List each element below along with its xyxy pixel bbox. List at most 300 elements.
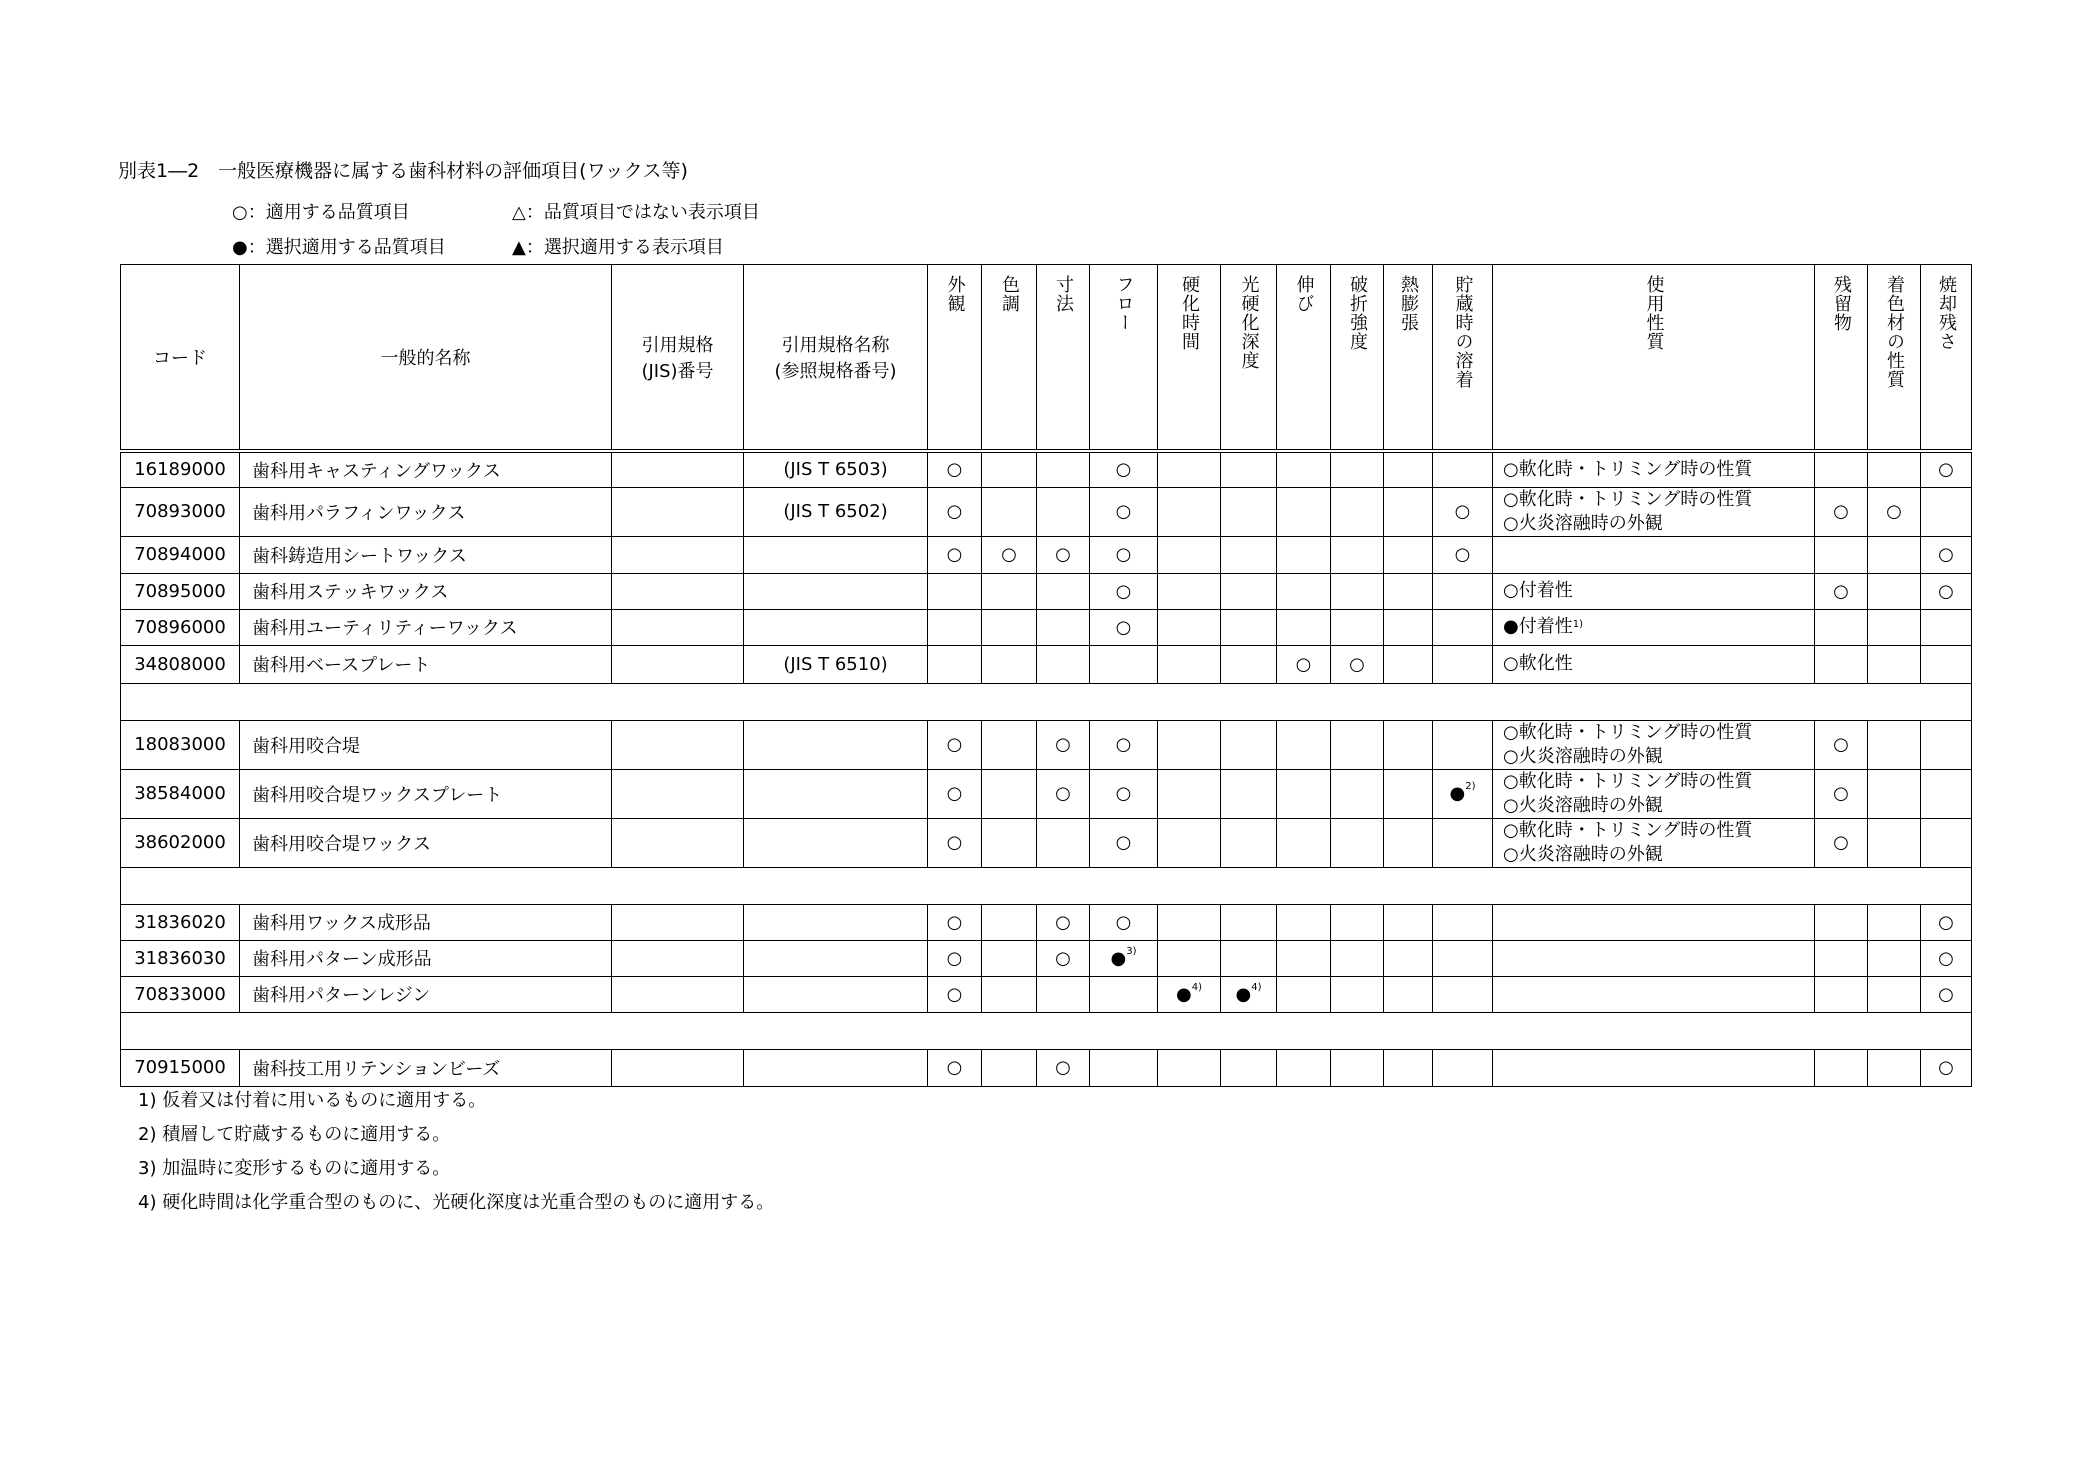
mark-cell <box>1868 769 1921 818</box>
mark-symbol: ○ <box>1055 947 1071 969</box>
mark-cell <box>928 487 982 536</box>
mark-symbol: ○ <box>1833 501 1849 522</box>
mark-cell <box>1868 720 1921 769</box>
usage-cell <box>1493 573 1815 609</box>
separator-row <box>121 1012 1972 1049</box>
header-usage <box>1493 265 1815 452</box>
table-row <box>121 609 1972 645</box>
mark-cell <box>1921 976 1972 1012</box>
usage-item <box>1503 615 1814 639</box>
code-cell: 34808000 <box>121 645 240 683</box>
mark-cell <box>1037 573 1090 609</box>
mark-symbol: ○ <box>1115 580 1132 602</box>
mark-cell <box>1158 720 1221 769</box>
separator-row <box>121 683 1972 720</box>
mark-cell <box>1868 904 1921 940</box>
header-mark-0 <box>928 265 982 452</box>
header-mark2-1-label: 着色材の性質 <box>1884 275 1905 389</box>
usage-text: ○付着性 <box>1503 580 1573 601</box>
mark-symbol: ○ <box>1115 544 1132 565</box>
mark-cell <box>928 536 982 573</box>
mark-cell <box>928 645 982 683</box>
mark-cell <box>1433 976 1493 1012</box>
open-circle-icon: ○ <box>232 202 248 223</box>
mark-cell <box>928 976 982 1012</box>
header-mark-8-label: 熱膨張 <box>1398 275 1419 332</box>
mark-cell <box>1277 573 1331 609</box>
mark-symbol: ○ <box>1938 911 1954 933</box>
usage-text: ○軟化時・トリミング時の性質 <box>1503 770 1753 792</box>
code-cell: 18083000 <box>121 720 240 769</box>
mark-cell <box>1868 940 1921 976</box>
footnote-ref: 4) <box>1191 981 1202 993</box>
header-mark-4-label: 硬化時間 <box>1179 275 1200 351</box>
footnote: 3) 加温時に変形するものに適用する。 <box>138 1158 451 1179</box>
mark-cell <box>1277 1049 1331 1086</box>
mark-cell <box>1158 536 1221 573</box>
mark-symbol: ○ <box>1055 911 1071 933</box>
mark-cell <box>1868 573 1921 609</box>
legend-display <box>512 198 760 224</box>
mark-cell <box>1331 904 1384 940</box>
footnote-ref: 1) <box>1572 619 1583 630</box>
footnote-ref: 2) <box>1465 781 1476 792</box>
footnote-ref: 3) <box>1126 945 1137 957</box>
usage-text: ○火炎溶融時の外観 <box>1503 843 1663 865</box>
mark-cell <box>928 720 982 769</box>
mark-symbol: ● <box>1110 947 1127 969</box>
mark-cell <box>1037 940 1090 976</box>
mark-cell <box>1090 536 1158 573</box>
ref-cell <box>744 818 928 867</box>
table-row <box>121 720 1972 769</box>
usage-text: ○軟化時・トリミング時の性質 <box>1503 488 1753 510</box>
name-cell: 歯科用ベースプレート <box>240 645 612 683</box>
mark-symbol: ○ <box>946 832 963 853</box>
mark-cell <box>1921 609 1972 645</box>
name-cell: 歯科用咬合堤ワックスプレート <box>240 769 612 818</box>
mark-cell <box>1815 720 1868 769</box>
mark-cell <box>1037 976 1090 1012</box>
mark-cell <box>1384 451 1433 487</box>
name-cell: 歯科用パラフィンワックス <box>240 487 612 536</box>
table-row <box>121 818 1972 867</box>
mark-cell <box>982 976 1037 1012</box>
ref-cell <box>744 720 928 769</box>
code-cell: 38602000 <box>121 818 240 867</box>
mark-cell <box>1815 940 1868 976</box>
mark-cell <box>1277 451 1331 487</box>
usage-text: ○軟化時・トリミング時の性質 <box>1503 458 1753 480</box>
mark-symbol: ○ <box>946 983 963 1005</box>
usage-text: ○火炎溶融時の外観 <box>1503 745 1663 767</box>
mark-cell <box>1868 451 1921 487</box>
mark-cell <box>1331 720 1384 769</box>
mark-cell <box>1331 536 1384 573</box>
header-mark-9-label: 貯蔵時の溶着 <box>1452 275 1474 389</box>
ref-cell <box>744 769 928 818</box>
mark-symbol: ○ <box>946 947 963 969</box>
mark-symbol: ○ <box>1115 734 1132 755</box>
usage-text: ○軟化時・トリミング時の性質 <box>1503 819 1753 841</box>
mark-symbol: ○ <box>946 1057 963 1078</box>
mark-cell <box>1815 573 1868 609</box>
usage-text: ○火炎溶融時の外観 <box>1503 512 1663 534</box>
mark-cell <box>1433 818 1493 867</box>
mark-cell <box>1433 609 1493 645</box>
mark-cell <box>1815 1049 1868 1086</box>
mark-cell <box>1815 645 1868 683</box>
jis-cell <box>612 609 744 645</box>
mark-cell <box>1384 645 1433 683</box>
header-mark2-2 <box>1921 265 1972 452</box>
name-cell: 歯科鋳造用シートワックス <box>240 536 612 573</box>
name-cell: 歯科用ステッキワックス <box>240 573 612 609</box>
usage-item <box>1503 770 1814 794</box>
mark-symbol: ○ <box>1001 544 1017 565</box>
usage-item <box>1503 458 1814 482</box>
header-mark-6 <box>1277 265 1331 452</box>
header-mark-7 <box>1331 265 1384 452</box>
jis-cell <box>612 940 744 976</box>
footnote: 1) 仮着又は付着に用いるものに適用する。 <box>138 1090 487 1111</box>
mark-cell <box>1221 769 1277 818</box>
mark-cell <box>982 940 1037 976</box>
document-title: 別表1―2 一般医療機器に属する歯科材料の評価項目(ワックス等) <box>118 160 688 182</box>
mark-cell <box>982 573 1037 609</box>
mark-cell <box>1277 720 1331 769</box>
mark-cell <box>1921 573 1972 609</box>
mark-cell <box>1433 645 1493 683</box>
mark-cell <box>1433 1049 1493 1086</box>
jis-cell <box>612 645 744 683</box>
mark-cell <box>1384 940 1433 976</box>
table-row <box>121 1049 1972 1086</box>
mark-cell <box>1384 573 1433 609</box>
mark-cell <box>1331 609 1384 645</box>
mark-cell <box>1037 769 1090 818</box>
mark-cell <box>1921 451 1972 487</box>
mark-cell <box>928 769 982 818</box>
mark-cell <box>1277 976 1331 1012</box>
mark-cell <box>1090 940 1158 976</box>
mark-symbol: ○ <box>1886 501 1902 522</box>
mark-cell <box>982 536 1037 573</box>
code-cell: 16189000 <box>121 451 240 487</box>
header-mark2-2-label: 焼却残さ <box>1936 275 1957 351</box>
mark-cell <box>1037 536 1090 573</box>
code-cell: 70893000 <box>121 487 240 536</box>
header-mark2-0 <box>1815 265 1868 452</box>
name-cell: 歯科用ユーティリティーワックス <box>240 609 612 645</box>
usage-cell <box>1493 1049 1815 1086</box>
header-mark-2-label: 寸法 <box>1053 275 1074 313</box>
mark-cell <box>1090 720 1158 769</box>
code-cell: 70895000 <box>121 573 240 609</box>
mark-cell <box>1868 487 1921 536</box>
header-ref <box>744 265 928 452</box>
header-usage-label: 使用性質 <box>1643 275 1665 351</box>
mark-cell <box>982 904 1037 940</box>
mark-cell <box>1158 451 1221 487</box>
mark-symbol: ○ <box>946 911 963 933</box>
header-mark-1-label: 色調 <box>999 275 1020 313</box>
mark-cell <box>1921 769 1972 818</box>
mark-cell <box>1868 1049 1921 1086</box>
ref-cell <box>744 609 928 645</box>
table-row <box>121 573 1972 609</box>
mark-cell <box>1090 1049 1158 1086</box>
mark-cell <box>982 645 1037 683</box>
mark-cell <box>1090 818 1158 867</box>
usage-item <box>1503 721 1814 745</box>
mark-cell <box>1868 536 1921 573</box>
usage-cell <box>1493 645 1815 683</box>
usage-cell <box>1493 904 1815 940</box>
mark-cell <box>1921 645 1972 683</box>
usage-cell <box>1493 609 1815 645</box>
mark-cell <box>1037 451 1090 487</box>
usage-cell <box>1493 451 1815 487</box>
mark-cell <box>1037 720 1090 769</box>
mark-cell <box>928 1049 982 1086</box>
mark-symbol: ○ <box>946 734 963 755</box>
mark-cell <box>1221 940 1277 976</box>
mark-cell <box>1158 769 1221 818</box>
mark-symbol: ○ <box>1938 983 1954 1005</box>
separator-cell <box>121 867 1972 904</box>
ref-cell <box>744 536 928 573</box>
name-cell: 歯科用パターン成形品 <box>240 940 612 976</box>
header-mark2-1 <box>1868 265 1921 452</box>
evaluation-table <box>120 264 1972 1087</box>
mark-cell <box>982 451 1037 487</box>
code-cell: 31836020 <box>121 904 240 940</box>
mark-cell <box>1331 573 1384 609</box>
mark-cell <box>1090 645 1158 683</box>
mark-symbol: ○ <box>1055 544 1071 565</box>
mark-symbol: ○ <box>946 501 963 522</box>
mark-cell <box>1433 720 1493 769</box>
mark-cell <box>1090 904 1158 940</box>
header-mark-5 <box>1221 265 1277 452</box>
header-mark-3-label: フロー <box>1113 275 1135 332</box>
filled-triangle-icon: ▲ <box>512 237 526 258</box>
mark-cell <box>1815 487 1868 536</box>
mark-symbol: ○ <box>1055 783 1071 804</box>
usage-item <box>1503 745 1814 769</box>
mark-cell <box>1433 536 1493 573</box>
table-row <box>121 940 1972 976</box>
ref-cell <box>744 940 928 976</box>
mark-cell <box>1277 487 1331 536</box>
mark-cell <box>1331 1049 1384 1086</box>
mark-symbol: ○ <box>1115 832 1132 853</box>
mark-cell <box>1921 940 1972 976</box>
mark-cell <box>1158 1049 1221 1086</box>
usage-text: ○軟化時・トリミング時の性質 <box>1503 721 1753 743</box>
mark-cell <box>1921 487 1972 536</box>
mark-cell <box>1433 904 1493 940</box>
mark-symbol: ○ <box>1115 783 1132 804</box>
separator-row <box>121 867 1972 904</box>
mark-cell <box>1221 451 1277 487</box>
jis-cell <box>612 487 744 536</box>
ref-cell <box>744 573 928 609</box>
open-triangle-icon: △ <box>512 202 526 223</box>
name-cell: 歯科用咬合堤 <box>240 720 612 769</box>
mark-cell <box>1090 487 1158 536</box>
mark-cell <box>1433 487 1493 536</box>
mark-cell <box>1384 976 1433 1012</box>
header-mark-8 <box>1384 265 1433 452</box>
table-row <box>121 487 1972 536</box>
mark-cell <box>1158 940 1221 976</box>
mark-cell <box>1433 769 1493 818</box>
mark-cell <box>1090 451 1158 487</box>
mark-cell <box>1815 536 1868 573</box>
mark-cell <box>982 818 1037 867</box>
name-cell: 歯科用パターンレジン <box>240 976 612 1012</box>
mark-cell <box>1433 573 1493 609</box>
ref-cell <box>744 1049 928 1086</box>
mark-cell <box>1384 1049 1433 1086</box>
legend-label: ：適用する品質項目 <box>247 202 410 223</box>
mark-symbol: ○ <box>1833 832 1849 853</box>
separator-cell <box>121 1012 1972 1049</box>
mark-cell <box>982 487 1037 536</box>
ref-cell <box>744 904 928 940</box>
header-mark-4 <box>1158 265 1221 452</box>
mark-cell <box>1868 609 1921 645</box>
mark-cell <box>1433 940 1493 976</box>
mark-cell <box>1815 609 1868 645</box>
mark-cell <box>1221 487 1277 536</box>
mark-cell <box>1221 818 1277 867</box>
name-cell: 歯科用咬合堤ワックス <box>240 818 612 867</box>
mark-cell <box>1158 818 1221 867</box>
header-ref-line2: (参照規格番号) <box>774 361 897 382</box>
mark-cell <box>982 720 1037 769</box>
code-cell: 70896000 <box>121 609 240 645</box>
mark-cell <box>1158 645 1221 683</box>
mark-symbol: ○ <box>1938 580 1954 602</box>
header-mark2-0-label: 残留物 <box>1831 275 1852 332</box>
jis-cell <box>612 976 744 1012</box>
mark-cell <box>1221 720 1277 769</box>
mark-cell <box>928 818 982 867</box>
usage-item <box>1503 794 1814 818</box>
table-row <box>121 451 1972 487</box>
mark-cell <box>982 609 1037 645</box>
header-mark-5-label: 光硬化深度 <box>1238 275 1260 370</box>
mark-cell <box>1037 645 1090 683</box>
mark-cell <box>1384 609 1433 645</box>
mark-symbol: ● <box>1176 983 1192 1005</box>
usage-cell <box>1493 487 1815 536</box>
usage-cell <box>1493 940 1815 976</box>
mark-cell <box>1158 609 1221 645</box>
legend-label: ：選択適用する表示項目 <box>525 237 724 258</box>
jis-cell <box>612 769 744 818</box>
mark-cell <box>1384 818 1433 867</box>
mark-symbol: ○ <box>946 459 963 481</box>
name-cell: 歯科技工用リテンションビーズ <box>240 1049 612 1086</box>
mark-cell <box>1158 487 1221 536</box>
table-row <box>121 976 1972 1012</box>
usage-item <box>1503 819 1814 843</box>
legend-label: ：選択適用する品質項目 <box>247 237 446 258</box>
mark-cell <box>1277 818 1331 867</box>
mark-cell <box>1921 536 1972 573</box>
mark-symbol: ○ <box>1055 734 1071 755</box>
code-cell: 31836030 <box>121 940 240 976</box>
mark-cell <box>1384 769 1433 818</box>
header-ref-line1: 引用規格名称 <box>781 335 890 356</box>
table-row <box>121 904 1972 940</box>
mark-cell <box>1221 573 1277 609</box>
mark-cell <box>1815 818 1868 867</box>
separator-cell <box>121 683 1972 720</box>
mark-cell <box>1921 1049 1972 1086</box>
mark-cell <box>1331 451 1384 487</box>
header-code: コード <box>121 265 240 452</box>
mark-cell <box>1921 818 1972 867</box>
mark-symbol: ○ <box>1938 459 1954 481</box>
legend-optional-display <box>512 233 724 259</box>
mark-cell <box>1331 940 1384 976</box>
mark-cell <box>1277 536 1331 573</box>
jis-cell <box>612 1049 744 1086</box>
mark-cell <box>1331 818 1384 867</box>
mark-symbol: ○ <box>1938 947 1954 969</box>
mark-cell <box>928 904 982 940</box>
mark-symbol: ○ <box>946 783 963 804</box>
mark-cell <box>1384 904 1433 940</box>
mark-cell <box>1331 976 1384 1012</box>
usage-item <box>1503 843 1814 867</box>
jis-cell <box>612 451 744 487</box>
header-mark-6-label: 伸び <box>1293 275 1315 313</box>
mark-symbol: ○ <box>1833 580 1849 602</box>
mark-cell <box>1158 904 1221 940</box>
header-jis-line2: (JIS)番号 <box>641 361 714 382</box>
mark-cell <box>1815 769 1868 818</box>
table-row <box>121 536 1972 573</box>
mark-cell <box>1868 645 1921 683</box>
code-cell: 70833000 <box>121 976 240 1012</box>
mark-cell <box>1158 573 1221 609</box>
usage-text: ●付着性 <box>1503 616 1573 637</box>
mark-cell <box>1331 487 1384 536</box>
mark-cell <box>928 573 982 609</box>
table-body <box>121 451 1972 1086</box>
header-jis-line1: 引用規格 <box>641 335 714 356</box>
footnote-ref: 4) <box>1251 981 1262 993</box>
usage-cell <box>1493 976 1815 1012</box>
ref-cell <box>744 976 928 1012</box>
usage-text: ○軟化性 <box>1503 653 1573 674</box>
header-jis <box>612 265 744 452</box>
mark-symbol: ○ <box>1454 501 1471 522</box>
jis-cell <box>612 818 744 867</box>
legend-label: ：品質項目ではない表示項目 <box>525 202 760 223</box>
mark-symbol: ○ <box>1295 653 1312 675</box>
mark-cell <box>1384 720 1433 769</box>
code-cell: 70915000 <box>121 1049 240 1086</box>
legend-optional <box>232 233 446 259</box>
mark-cell <box>1037 1049 1090 1086</box>
